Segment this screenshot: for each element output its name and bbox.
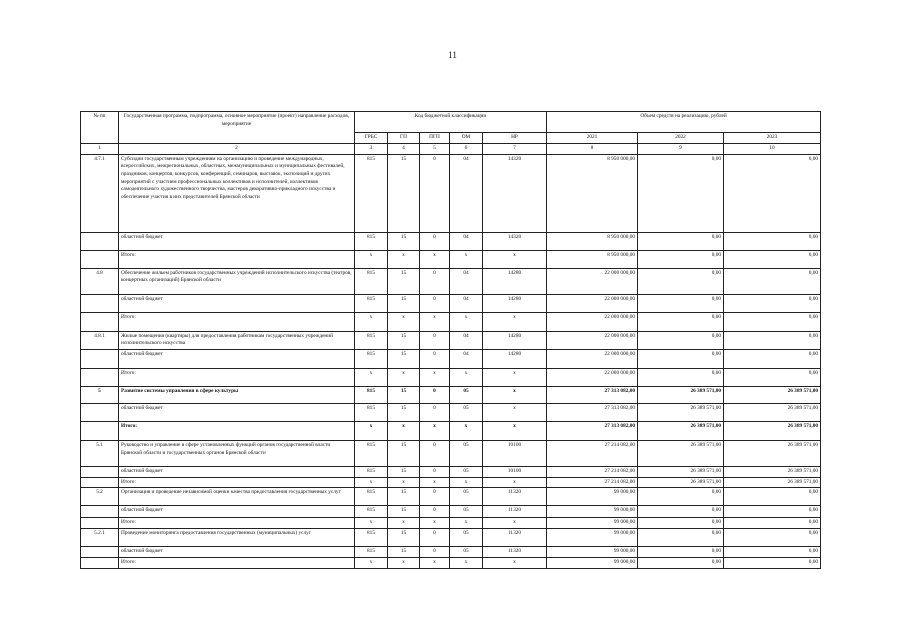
code-pgp: 0 [420,529,450,547]
code-om: 04 [450,294,483,312]
code-grbs: 815 [355,441,388,467]
column-number: 5 [420,144,450,155]
code-grbs: 815 [355,387,388,404]
amount-2023: 0,00 [724,529,821,547]
header-code-nr: НР [483,133,547,144]
code-om: 05 [450,529,483,547]
table-row [81,441,821,467]
table-row [81,558,821,569]
header-code-gp: ГП [388,133,420,144]
row-number [81,506,119,518]
code-grbs: 815 [355,529,388,547]
code-pgp: 0 [420,404,450,422]
code-gp: 15 [388,350,420,369]
amount-2022: 26 389 571,00 [638,467,724,478]
row-number [81,369,119,387]
row-number [81,547,119,558]
code-pgp: 0 [420,506,450,518]
amount-2022: 26 389 571,00 [638,422,724,441]
table-row [81,312,821,331]
code-grbs: 815 [355,488,388,506]
row-number: 4.7.1 [81,154,119,232]
code-grbs: x [355,477,388,488]
amount-2021: 27 214 082,00 [547,441,638,467]
row-number [81,558,119,569]
code-grbs: 815 [355,331,388,349]
code-grbs: 815 [355,506,388,518]
code-grbs: 815 [355,154,388,232]
code-gp: 15 [388,441,420,467]
row-number: 4.8 [81,268,119,294]
code-gp: 15 [388,232,420,250]
amount-2021: 99 000,00 [547,488,638,506]
code-pgp: 0 [420,154,450,232]
table-row [81,268,821,294]
code-grbs: 815 [355,404,388,422]
code-gp: 15 [388,467,420,478]
code-pgp: x [420,558,450,569]
amount-2023: 0,00 [724,154,821,232]
row-number: 5 [81,387,119,404]
table-row [81,529,821,547]
row-name: областной бюджет [119,506,355,518]
amount-2021: 8 950 000,00 [547,154,638,232]
column-number: 2 [119,144,355,155]
code-gp: 15 [388,488,420,506]
code-nr: 10100 [483,467,547,478]
amount-2021: 27 214 082,00 [547,467,638,478]
amount-2022: 0,00 [638,154,724,232]
column-number: 4 [388,144,420,155]
code-om: 04 [450,232,483,250]
row-name: Организация и проведение независимой оценки качества предоставления государственных услуг [119,488,355,506]
code-nr: 11320 [483,529,547,547]
header-code-pgp: ПГП [420,133,450,144]
header-code-group: Код бюджетной классификации [355,112,547,133]
code-nr: 14280 [483,331,547,349]
code-pgp: x [420,369,450,387]
amount-2021: 99 000,00 [547,518,638,529]
code-nr: x [483,422,547,441]
row-number [81,350,119,369]
amount-2023: 0,00 [724,547,821,558]
code-om: 05 [450,404,483,422]
code-grbs: x [355,369,388,387]
amount-2022: 0,00 [638,294,724,312]
row-name: областной бюджет [119,404,355,422]
code-pgp: 0 [420,331,450,349]
amount-2023: 0,00 [724,268,821,294]
table-row [81,488,821,506]
amount-2021: 22 000 000,00 [547,331,638,349]
table-row [81,422,821,441]
code-pgp: x [420,477,450,488]
code-gp: 15 [388,506,420,518]
code-nr: 11320 [483,506,547,518]
code-pgp: 0 [420,350,450,369]
header-amount-group: Объем средств на реализацию, рублей [547,112,821,133]
row-name: Итого: [119,518,355,529]
amount-2021: 27 214 082,00 [547,477,638,488]
amount-2021: 27 313 082,00 [547,387,638,404]
row-name: областной бюджет [119,294,355,312]
amount-2022: 0,00 [638,558,724,569]
code-pgp: 0 [420,488,450,506]
amount-2021: 27 313 082,00 [547,404,638,422]
row-name: Руководство и управление в сфере установленных функций органов государственной власти Брянской области и государственных органов Брянской области [119,441,355,467]
table-row [81,331,821,349]
column-number: 1 [81,144,119,155]
row-name: Субсидии государственным учреждениям на организацию и проведение международных, всероссийских, межрегиональных, областных, межмуниципальных и муниципальных фестивалей, праздников, концертов, конкурсов, конференций, семинаров, выставок, экспозиций и других мероприятий с участием профессиональных коллективов и исполнителей, коллективов самодеятельного художественного творчества, мастеров декоративно-прикладного искусства и обеспечение участия в них представителей Брянской области [119,154,355,232]
row-name: Итого: [119,312,355,331]
table-row [81,506,821,518]
code-om: x [450,477,483,488]
code-nr: 14280 [483,294,547,312]
amount-2022: 0,00 [638,250,724,268]
table-body [81,154,821,569]
header-code-om: ОМ [450,133,483,144]
code-pgp: 0 [420,441,450,467]
amount-2023: 0,00 [724,558,821,569]
code-gp: x [388,250,420,268]
code-om: 05 [450,506,483,518]
code-pgp: 0 [420,268,450,294]
code-pgp: x [420,422,450,441]
amount-2023: 0,00 [724,312,821,331]
code-grbs: 815 [355,268,388,294]
header-code-grbs: ГРБС [355,133,388,144]
row-name: Проведение мониторинга предоставления государственных (муниципальных) услуг [119,529,355,547]
table-row [81,467,821,478]
code-grbs: 815 [355,232,388,250]
code-om: x [450,312,483,331]
code-gp: x [388,518,420,529]
code-gp: 15 [388,268,420,294]
amount-2022: 0,00 [638,529,724,547]
table-row [81,232,821,250]
amount-2021: 27 313 082,00 [547,422,638,441]
code-om: 05 [450,467,483,478]
amount-2023: 26 389 571,00 [724,404,821,422]
amount-2023: 0,00 [724,250,821,268]
amount-2021: 22 000 000,00 [547,312,638,331]
amount-2023: 0,00 [724,350,821,369]
amount-2021: 8 950 000,00 [547,232,638,250]
amount-2023: 26 389 571,00 [724,441,821,467]
code-om: 04 [450,154,483,232]
header-year-2021: 2021 [547,133,638,144]
row-name: Обеспечение жильем работников государственных учреждений исполнительского искусства (театров, концертных организаций) Брянской области [119,268,355,294]
amount-2023: 0,00 [724,331,821,349]
row-number [81,477,119,488]
code-nr: 14280 [483,268,547,294]
row-number: 5.2.1 [81,529,119,547]
amount-2021: 22 000 000,00 [547,294,638,312]
row-number [81,232,119,250]
amount-2022: 26 389 571,00 [638,404,724,422]
amount-2023: 0,00 [724,518,821,529]
code-nr: x [483,369,547,387]
row-name: областной бюджет [119,547,355,558]
amount-2023: 0,00 [724,232,821,250]
code-nr: 14280 [483,350,547,369]
column-number: 8 [547,144,638,155]
code-om: x [450,518,483,529]
code-om: 05 [450,547,483,558]
page-number: 11 [448,50,457,60]
code-nr: x [483,477,547,488]
row-name: Итого: [119,369,355,387]
row-number [81,467,119,478]
row-name: Итого: [119,422,355,441]
code-pgp: 0 [420,387,450,404]
row-number [81,294,119,312]
table-row [81,294,821,312]
row-name: Итого: [119,477,355,488]
row-name: Итого: [119,250,355,268]
row-number [81,250,119,268]
code-om: 04 [450,350,483,369]
amount-2022: 0,00 [638,488,724,506]
row-number: 5.2 [81,488,119,506]
row-number: 5.1 [81,441,119,467]
row-number: 4.8.1 [81,331,119,349]
code-grbs: x [355,422,388,441]
row-number [81,518,119,529]
row-number [81,312,119,331]
amount-2023: 0,00 [724,488,821,506]
column-number: 3 [355,144,388,155]
code-om: 05 [450,488,483,506]
code-om: 04 [450,331,483,349]
code-pgp: x [420,518,450,529]
amount-2023: 0,00 [724,294,821,312]
header-num: № пп [81,112,119,144]
amount-2022: 0,00 [638,518,724,529]
code-gp: x [388,558,420,569]
table-row [81,369,821,387]
row-name: Итого: [119,558,355,569]
row-number [81,422,119,441]
code-grbs: 815 [355,350,388,369]
budget-table [80,111,821,569]
code-pgp: 0 [420,467,450,478]
amount-2021: 99 000,00 [547,506,638,518]
amount-2022: 0,00 [638,506,724,518]
amount-2021: 99 000,00 [547,558,638,569]
row-name: областной бюджет [119,467,355,478]
amount-2022: 0,00 [638,547,724,558]
table-row [81,154,821,232]
code-gp: 15 [388,529,420,547]
code-om: 04 [450,268,483,294]
code-gp: 15 [388,154,420,232]
code-nr: x [483,250,547,268]
code-gp: x [388,422,420,441]
code-gp: 15 [388,331,420,349]
table-row [81,547,821,558]
row-name: Жилые помещения (квартиры) для предоставления работникам государственных учреждений исполнительского искусства [119,331,355,349]
code-nr: x [483,387,547,404]
amount-2021: 8 950 000,00 [547,250,638,268]
column-number: 6 [450,144,483,155]
amount-2022: 0,00 [638,331,724,349]
row-number [81,404,119,422]
header-year-2023: 2023 [724,133,821,144]
amount-2021: 99 000,00 [547,529,638,547]
amount-2022: 0,00 [638,312,724,331]
code-om: x [450,369,483,387]
code-nr: 10100 [483,441,547,467]
code-nr: 14320 [483,232,547,250]
code-om: 05 [450,441,483,467]
column-number: 7 [483,144,547,155]
amount-2022: 26 389 571,00 [638,387,724,404]
table-row [81,387,821,404]
amount-2023: 0,00 [724,506,821,518]
table-row [81,350,821,369]
row-name: областной бюджет [119,232,355,250]
amount-2021: 22 000 000,00 [547,268,638,294]
code-grbs: x [355,250,388,268]
amount-2023: 26 389 571,00 [724,422,821,441]
code-gp: 15 [388,294,420,312]
amount-2021: 22 000 000,00 [547,369,638,387]
table-row [81,404,821,422]
amount-2023: 26 389 571,00 [724,467,821,478]
code-grbs: x [355,558,388,569]
code-grbs: 815 [355,467,388,478]
code-gp: x [388,312,420,331]
code-om: 05 [450,387,483,404]
code-grbs: x [355,312,388,331]
table-row [81,250,821,268]
row-name: Развитие системы управления в сфере культуры [119,387,355,404]
code-om: x [450,250,483,268]
amount-2022: 0,00 [638,369,724,387]
code-om: x [450,422,483,441]
code-pgp: 0 [420,547,450,558]
amount-2021: 99 000,00 [547,547,638,558]
header-name: Государственная программа, подпрограмма, основное мероприятие (проект) направление расходов, мероприятие [119,112,355,144]
code-pgp: 0 [420,232,450,250]
code-pgp: 0 [420,294,450,312]
code-nr: x [483,312,547,331]
amount-2022: 26 389 571,00 [638,477,724,488]
column-number: 9 [638,144,724,155]
table-row [81,477,821,488]
code-grbs: 815 [355,294,388,312]
column-number: 10 [724,144,821,155]
amount-2023: 26 389 571,00 [724,477,821,488]
code-pgp: x [420,312,450,331]
code-nr: 11320 [483,547,547,558]
header-year-2022: 2022 [638,133,724,144]
table-row [81,518,821,529]
code-grbs: 815 [355,547,388,558]
amount-2021: 22 000 000,00 [547,350,638,369]
code-gp: 15 [388,387,420,404]
code-nr: x [483,404,547,422]
code-gp: 15 [388,547,420,558]
amount-2022: 0,00 [638,268,724,294]
code-nr: 11320 [483,488,547,506]
row-name: областной бюджет [119,350,355,369]
amount-2023: 0,00 [724,369,821,387]
code-nr: x [483,558,547,569]
amount-2022: 0,00 [638,232,724,250]
code-om: x [450,558,483,569]
code-gp: 15 [388,404,420,422]
code-pgp: x [420,250,450,268]
code-nr: x [483,518,547,529]
amount-2022: 0,00 [638,350,724,369]
code-gp: x [388,369,420,387]
amount-2022: 26 389 571,00 [638,441,724,467]
code-grbs: x [355,518,388,529]
code-nr: 14320 [483,154,547,232]
code-gp: x [388,477,420,488]
amount-2023: 26 389 571,00 [724,387,821,404]
